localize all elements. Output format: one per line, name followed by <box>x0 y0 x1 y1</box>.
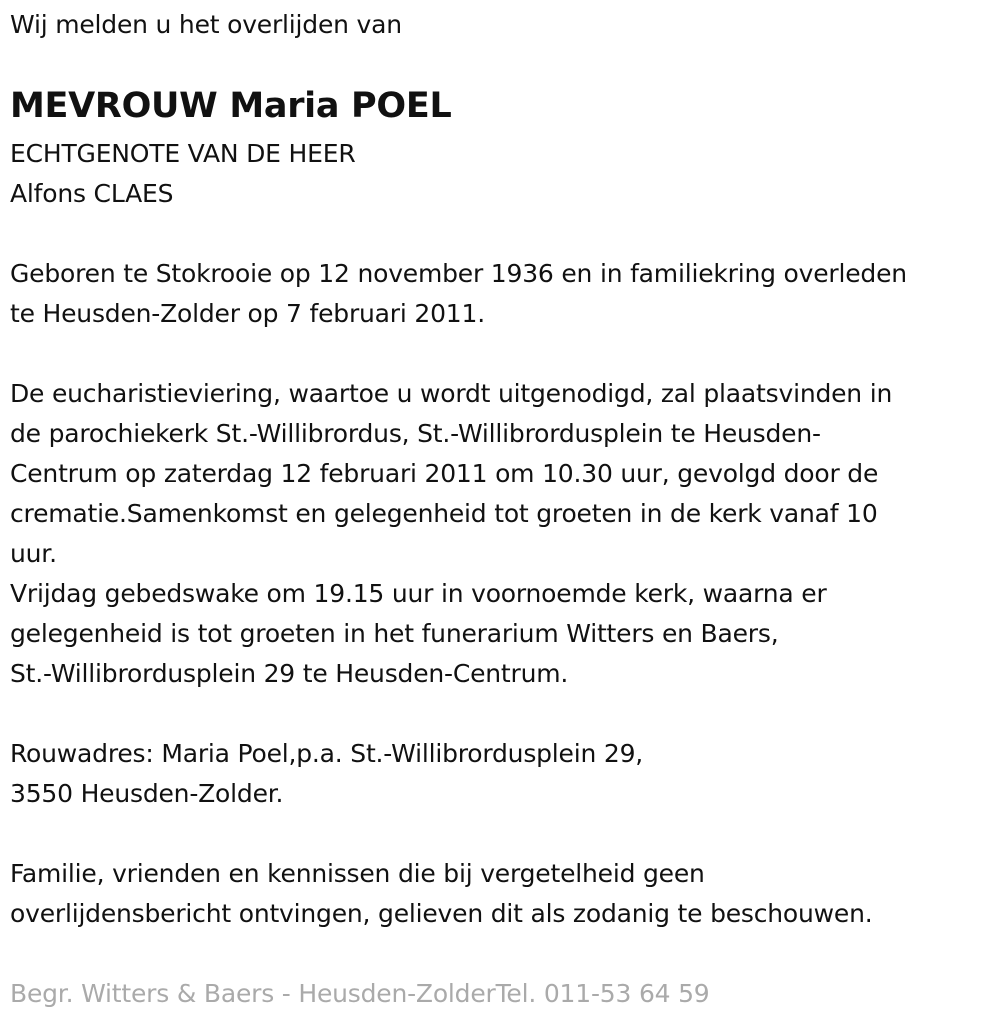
ceremony-line: crematie.Samenkomst en gelegenheid tot groeten in de kerk vanaf 10 <box>10 499 878 528</box>
birth-death-line: te Heusden-Zolder op 7 februari 2011. <box>10 299 485 328</box>
spouse-line: Alfons CLAES <box>10 179 174 208</box>
address-line: 3550 Heusden-Zolder. <box>10 779 284 808</box>
wake-line: St.-Willibrordusplein 29 te Heusden-Centrum. <box>10 659 569 688</box>
wake-line: Vrijdag gebedswake om 19.15 uur in voornoemde kerk, waarna er <box>10 579 827 608</box>
family-note-block <box>10 854 873 934</box>
funeral-home-footer: Begr. Witters & Baers - Heusden-ZolderTel. 011-53 64 59 <box>10 979 710 1008</box>
deceased-name: MEVROUW Maria POEL <box>10 86 452 126</box>
ceremony-line: Centrum op zaterdag 12 februari 2011 om 10.30 uur, gevolgd door de <box>10 459 879 488</box>
ceremony-line: De eucharistieviering, waartoe u wordt uitgenodigd, zal plaatsvinden in <box>10 379 893 408</box>
spouse-block <box>10 134 356 214</box>
wake-line: gelegenheid is tot groeten in het funerarium Witters en Baers, <box>10 619 779 648</box>
ceremony-line: de parochiekerk St.-Willibrordus, St.-Willibrordusplein te Heusden- <box>10 419 821 448</box>
spouse-line: ECHTGENOTE VAN DE HEER <box>10 139 356 168</box>
family-note-line: overlijdensbericht ontvingen, gelieven dit als zodanig te beschouwen. <box>10 899 873 928</box>
ceremony-line: uur. <box>10 539 57 568</box>
address-line: Rouwadres: Maria Poel,p.a. St.-Willibrordusplein 29, <box>10 739 644 768</box>
birth-death-block <box>10 254 907 334</box>
intro-text: Wij melden u het overlijden van <box>10 10 402 39</box>
birth-death-line: Geboren te Stokrooie op 12 november 1936 en in familiekring overleden <box>10 259 907 288</box>
ceremony-block <box>10 374 892 694</box>
family-note-line: Familie, vrienden en kennissen die bij vergetelheid geen <box>10 859 705 888</box>
mourning-address-block <box>10 734 643 814</box>
